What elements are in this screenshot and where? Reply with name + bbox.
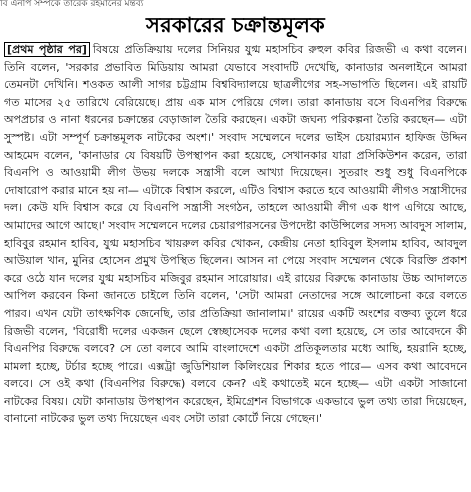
article-text: বিষয়ে প্রতিক্রিয়ায় দলের সিনিয়র যুগ্ম মহাসচিব রুহুল কবির রিজভী এ কথা বলেন। তিনি বলেন, 'সরকার প্রভাবিত মিডিয়ায় আমরা যেভাবে সংবাদটি দেখেছি, কানাডার অনলাইনে আমরা তেমনটা দেখিনি। শওকত আলী সাগর চট্টগ্রাম বিশ্ববিদ্যালয়ে ছাত্রলীগের সহ-সভাপতি ছিলেন। এই রায়টি গত মাসের ২৫ তারিখে বেরিয়েছে। প্রায় এক মাস পেরিয়ে গেল। তারা কানাডায় বসে বিএনপির বিরুদ্ধে অপপ্রচার ও নানা ধরনের চক্রান্তের বেড়াজাল তৈরি করছেন। একটা জঘন্য পরিকল্পনা তৈরি করছেন— এটা সুস্পষ্ট। এটা সম্পূর্ণ চক্রান্তমূলক নাটকের অংশ।' সংবাদ সম্মেলনে দলের ভাইস চেয়ারম্যান হাফিজ উদ্দিন আহমেদ বলেন, 'কানাডার যে বিষয়টি উপস্থাপন করা হয়েছে, সেখানকার যারা প্রসিকিউশন করেন, তারা বিএনপি ও আওয়ামী লীগ উভয় দলকে সন্ত্রাসী বলে আখ্যা দিয়েছেন। সুতরাং শুধু শুধু বিএনপিকে দোষারোপ করার মানে হয় না— এটাকে বিশ্বাস করলে, এটিও বিশ্বাস করতে হবে আওয়ামী লীগও সন্ত্রাসীদের দল। কেউ যদি বিশ্বাস করে যে বিএনপি সন্ত্রাসী সংগঠন, তাহলে আওয়ামী লীগ এক ধাপ এগিয়ে আছে, আমাদের আগে আছে।' সংবাদ সম্মেলনে দলের চেয়ারপারসনের উপদেষ্টা কাউন্সিলের সদস্য আবদুস সালাম, হাবিবুর রহমান হাবিব, যুগ্ম মহাসচিব খায়রুল কবির খোকন, কেন্দ্রীয় নেতা হাবিবুল ইসলাম হাবিব, আবদুল আউয়াল খান, মুনির হোসেন প্রমুখ উপস্থিত ছিলেন। আসন না পেয়ে সংবাদ সম্মেলন থেকে বিরক্তি প্রকাশ করে ওঠে যান দলের যুগ্ম মহাসচিব মজিবুর রহমান সারোয়ার। এই রায়ের বিরুদ্ধে কানাডায় উচ্চ আদালতে আপিল করবেন কিনা জানতে চাইলে তিনি বলেন, 'সেটা আমরা নেতাদের সঙ্গে আলোচনা করে বলতে পারব। এখন যেটা তাৎক্ষণিক জেনেছি, তার প্রতিক্রিয়া জানালাম।' রায়ের একটি অংশের বক্তব্য তুলে ধরে রিজভী বলেন, 'বিরোধী দলের একজন ছেলে স্বেচ্ছাসেবক দলের কথা বলা হয়েছে, সে তার আবেদনে কী বিএনপির বিরুদ্ধে বলবে? সে তো বলবে আমি বাংলাদেশে একটা প্রতিকূলতার মধ্যে আছি, হয়রানি হচ্ছে, মামলা হচ্ছে, টর্চার হচ্ছে পারে। এক্সট্রা জুডিশিয়াল কিলিংয়ের শিকার হতে পারে— এসব কথা আবেদনে বলবে। সে ওই কথা (বিএনপির বিরুদ্ধে) বলবে কেন? এই কথাতেই মনে হচ্ছে— এটা একটা সাজানো নাটকের বিষয়। যেটা কানাডায় উপস্থাপন করেছেন, ইমিগ্রেশন বিভাগকে একভাবে ভুল তথ্য তারা দিয়েছেন, বানানো নাটকের ভুল তথ্য দিয়েছেন এবং সেটা তারা কোর্টে নিয়ে গেছেন।' [4, 43, 467, 426]
article-body [4, 41, 467, 490]
previous-article-strip: বি এনপি সম্পর্কে তারেক রহমানের মন্তব্য [0, 0, 144, 8]
headline: সরকারের চক্রান্তমূলক [146, 12, 325, 37]
continued-from-front-page-tag: [প্রথম পৃষ্ঠার পর] [4, 42, 90, 57]
